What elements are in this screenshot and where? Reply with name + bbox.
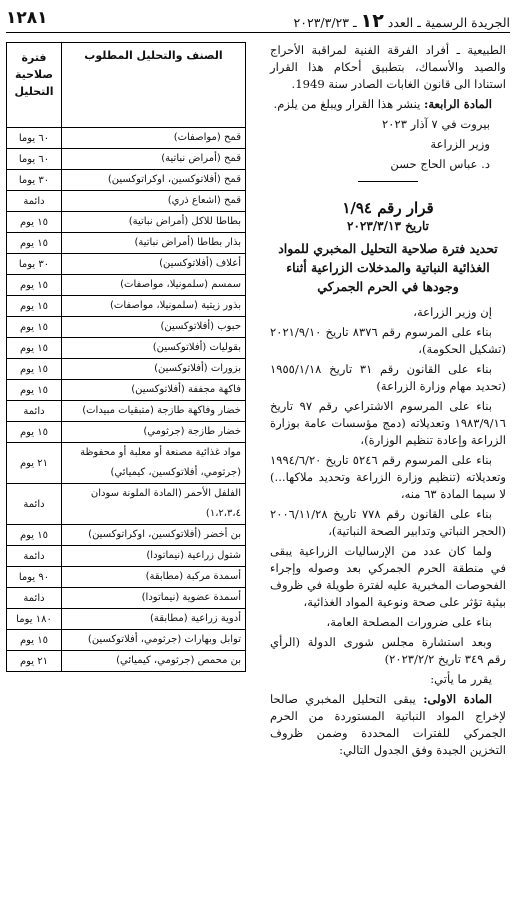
- row-item: بن أخضر (أفلاتوكسين، اوكراتوكسين): [62, 525, 246, 546]
- table-row: [7, 588, 246, 609]
- decision-date: تاريخ ٢٠٢٣/٣/١٣: [347, 219, 429, 233]
- table-row: [7, 296, 246, 317]
- row-period: ١٥ يوم: [7, 525, 62, 546]
- row-period: دائمة: [7, 588, 62, 609]
- table-row: [7, 609, 246, 630]
- row-period: ١٥ يوم: [7, 422, 62, 443]
- row-period: دائمة: [7, 546, 62, 567]
- gazette-header-title: [294, 10, 510, 32]
- paragraph-text: ولما كان عدد من الإرساليات الزراعية يبقى في منطقة الحرم الجمركي بعد وصوله وإجراء الفحوصات المخبرية عليه لفترة طويلة في ظروف بيئية تؤثر على صحة ونوعية المواد الغذائية،: [270, 544, 506, 609]
- row-period: ٣٠ يوما: [7, 170, 62, 191]
- row-period: دائمة: [7, 484, 62, 525]
- table-row: [7, 149, 246, 170]
- decision-body: [270, 304, 506, 759]
- body-paragraph: [270, 398, 506, 449]
- table-row: [7, 191, 246, 212]
- row-period: ٦٠ يوما: [7, 149, 62, 170]
- row-item: أدوية زراعية (مطابقة): [62, 609, 246, 630]
- section-divider: [358, 181, 418, 182]
- paragraph-text: بناء على المرسوم الاشتراعي رقم ٩٧ تاريخ ١٩٨٣/٩/١٦ وتعديلاته (دمج مؤسسات عامة بوزارة الزراعة وإعادة تنظيم الوزارة)،: [270, 399, 506, 447]
- row-item: قمح (أمراض نباتية): [62, 149, 246, 170]
- table-row: [7, 275, 246, 296]
- paragraph-text: بناء على القانون رقم ٣١ تاريخ ١٩٥٥/١/١٨ (تحديد مهام وزارة الزراعة): [270, 362, 506, 393]
- body-paragraph: [270, 634, 506, 668]
- table-row: [7, 630, 246, 651]
- row-item: خضار وفاكهة طازجة (متبقيات مبيدات): [62, 401, 246, 422]
- row-item: قمح (مواصفات): [62, 128, 246, 149]
- row-period: ١٥ يوم: [7, 296, 62, 317]
- decision-title: تحديد فترة صلاحية التحليل المخبري للمواد الغذائية النباتية والمدخلات الزراعية أثناء وجودها في الحرم الجمركي: [278, 241, 498, 294]
- row-period: ٣٠ يوما: [7, 254, 62, 275]
- signature-name: د. عباس الحاج حسن: [390, 157, 490, 171]
- table-row: [7, 546, 246, 567]
- row-item: بقوليات (أفلاتوكسين): [62, 338, 246, 359]
- body-paragraph: [270, 324, 506, 358]
- row-item: الفلفل الأحمر (المادة الملونة سودان ١،٢،٣،٤): [62, 484, 246, 525]
- body-paragraph: [270, 506, 506, 540]
- row-period: ١٥ يوم: [7, 317, 62, 338]
- paragraph-text: بناء على المرسوم رقم ٥٢٤٦ تاريخ ١٩٩٤/٦/٢٠ وتعديلاته (تنظيم وزارة الزراعة وتحديد ملاكها...) لا سيما المادة ٦٣ منه،: [270, 453, 506, 501]
- table-row: [7, 212, 246, 233]
- body-paragraph: [270, 671, 506, 688]
- row-period: ١٥ يوم: [7, 275, 62, 296]
- article-four-text: ينشر هذا القرار ويبلغ من يلزم.: [273, 97, 425, 111]
- header-rule: [6, 32, 510, 33]
- row-item: أعلاف (أفلاتوكسين): [62, 254, 246, 275]
- row-item: سمسم (سلمونيلا، مواصفات): [62, 275, 246, 296]
- row-item: حبوب (أفلاتوكسين): [62, 317, 246, 338]
- row-period: ١٥ يوم: [7, 233, 62, 254]
- table-row: [7, 651, 246, 672]
- paragraph-text: يبقى التحليل المخبري صالحا لإخراج المواد النباتية المستوردة من الحرم الجمركي للفترات المحددة وضمن ظروف التخزين الجيدة وفق الجدول التالي:: [270, 692, 506, 757]
- signature-place-date: بيروت في ٧ آذار ٢٠٢٣: [382, 117, 490, 131]
- row-item: بطاطا للاكل (أمراض نباتية): [62, 212, 246, 233]
- table-row: [7, 380, 246, 401]
- row-item: بن محمص (جرثومي، كيميائي): [62, 651, 246, 672]
- row-item: شتول زراعية (نيماتودا): [62, 546, 246, 567]
- row-period: دائمة: [7, 191, 62, 212]
- row-period: ١٥ يوم: [7, 359, 62, 380]
- header-item: الصنف والتحليل المطلوب: [62, 43, 246, 128]
- paragraph-text: وبعد استشارة مجلس شورى الدولة (الرأي رقم ٣٤٩ تاريخ ٢٠٢٣/٢/٢): [270, 635, 506, 666]
- table-row: [7, 525, 246, 546]
- table-header-row: [7, 43, 246, 128]
- row-item: قمح (اشعاع ذري): [62, 191, 246, 212]
- table-row: [7, 443, 246, 484]
- body-paragraph: [270, 452, 506, 503]
- table-row: [7, 422, 246, 443]
- paragraph-text: بناء على ضرورات المصلحة العامة،: [326, 615, 492, 629]
- row-item: بزورات (أفلاتوكسين): [62, 359, 246, 380]
- row-period: ١٥ يوم: [7, 380, 62, 401]
- row-period: ٢١ يوم: [7, 651, 62, 672]
- row-item: قمح (أفلاتوكسين، اوكراتوكسين): [62, 170, 246, 191]
- table-row: [7, 254, 246, 275]
- header-period: فترة صلاحية التحليل: [7, 43, 62, 128]
- paragraph-text: إن وزير الزراعة،: [413, 305, 492, 319]
- page-number: ١٢٨١: [6, 8, 48, 28]
- row-item: خضار طازجة (جرثومي): [62, 422, 246, 443]
- decision-number: قرار رقم ١/٩٤: [342, 199, 434, 217]
- article-four: [270, 96, 506, 113]
- row-item: أسمدة مركبة (مطابقة): [62, 567, 246, 588]
- article-four-label: المادة الرابعة:: [424, 97, 492, 111]
- body-paragraph: [270, 614, 506, 631]
- gazette-name: الجريدة الرسمية ـ العدد: [387, 15, 510, 30]
- continuation-paragraph: الطبيعية ـ أفراد الفرقة الفنية لمراقبة الأحراج والصيد والأسماك، بتطبيق أحكام هذا القرار استنادا الى قانون الغابات الصادر سنة 1949.: [270, 43, 506, 91]
- row-period: ١٥ يوم: [7, 338, 62, 359]
- row-period: ١٥ يوم: [7, 630, 62, 651]
- row-period: ٦٠ يوما: [7, 128, 62, 149]
- table-row: [7, 317, 246, 338]
- row-period: ٢١ يوم: [7, 443, 62, 484]
- table-row: [7, 484, 246, 525]
- row-item: مواد غذائية مصنعة أو معلبة أو محفوظة (جرثومي، أفلاتوكسين، كيميائي): [62, 443, 246, 484]
- paragraph-text: يقرر ما يأتي:: [430, 672, 492, 686]
- body-paragraph: [270, 543, 506, 611]
- page-header: [6, 8, 510, 30]
- row-period: دائمة: [7, 401, 62, 422]
- table-row: [7, 567, 246, 588]
- row-item: توابل وبهارات (جرثومي، أفلاتوكسين): [62, 630, 246, 651]
- row-period: ٩٠ يوما: [7, 567, 62, 588]
- body-paragraph: [270, 361, 506, 395]
- table-row: [7, 401, 246, 422]
- row-period: ١٨٠ يوما: [7, 609, 62, 630]
- row-item: فاكهة مجففة (أفلاتوكسين): [62, 380, 246, 401]
- article-label: المادة الاولى:: [423, 692, 493, 706]
- row-period: ١٥ يوم: [7, 212, 62, 233]
- row-item: بذور زيتية (سلمونيلا، مواصفات): [62, 296, 246, 317]
- signature-title: وزير الزراعة: [430, 137, 490, 151]
- issue-number: ١٢: [360, 10, 384, 32]
- table-row: [7, 233, 246, 254]
- table-row: [7, 170, 246, 191]
- table-row: [7, 128, 246, 149]
- table-row: [7, 359, 246, 380]
- row-item: أسمدة عضوية (نيماتودا): [62, 588, 246, 609]
- row-item: بذار بطاطا (أمراض نباتية): [62, 233, 246, 254]
- body-paragraph: [270, 304, 506, 321]
- validity-table: [6, 42, 246, 672]
- issue-date: ـ ٢٠٢٣/٣/٢٣: [293, 15, 357, 30]
- paragraph-text: بناء على المرسوم رقم ٨٣٧٦ تاريخ ٢٠٢١/٩/١٠ (تشكيل الحكومة)،: [270, 325, 506, 356]
- body-paragraph: [270, 691, 506, 759]
- table-row: [7, 338, 246, 359]
- paragraph-text: بناء على القانون رقم ٧٧٨ تاريخ ٢٠٠٦/١١/٢٨ (الحجر النباتي وتدابير الصحة النباتية)،: [270, 507, 506, 538]
- text-column: [270, 42, 506, 762]
